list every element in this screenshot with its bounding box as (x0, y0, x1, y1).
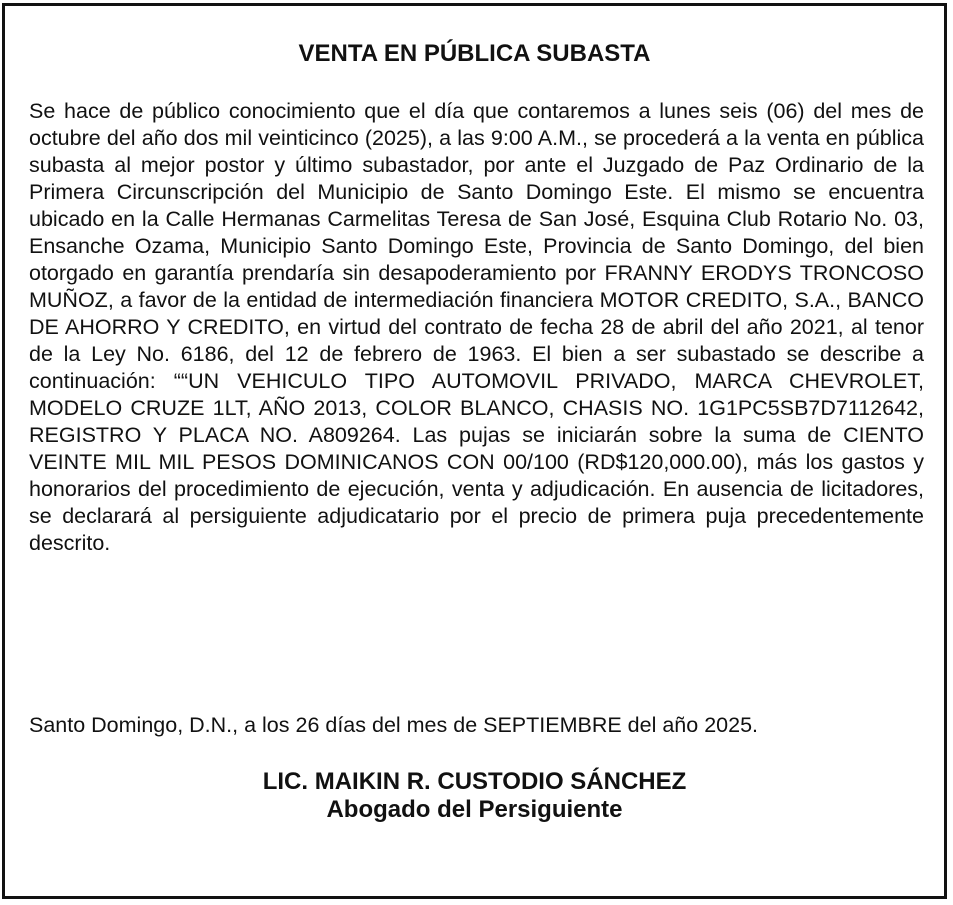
notice-date-line: Santo Domingo, D.N., a los 26 días del mes de SEPTIEMBRE del año 2025. (29, 713, 758, 737)
notice-body: Se hace de público conocimiento que el día que contaremos a lunes seis (06) del mes de octubre del año dos mil veinticinco (2025), a las 9:00 A.M., se procederá a la venta en pública subasta al mejor postor y último subastador, por ante el Juzgado de Paz Ordinario de la Primera Circunscripción del Municipio de Santo Domingo Este. El mismo se encuentra ubicado en la Calle Hermanas Carmelitas Teresa de San José, Esquina Club Rotario No. 03, Ensanche Ozama, Municipio Santo Domingo Este, Provincia de Santo Domingo, del bien otorgado en garantía prendaría sin desapoderamiento por FRANNY ERODYS TRONCOSO MUÑOZ, a favor de la entidad de intermediación financiera MOTOR CREDITO, S.A., BANCO DE AHORRO Y CREDITO, en virtud del contrato de fecha 28 de abril del año 2021, al tenor de la Ley No. 6186, del 12 de febrero de 1963. El bien a ser subastado se describe a continuación: ““UN VEHICULO TIPO AUTOMOVIL PRIVADO, MARCA CHEVROLET, MODELO CRUZE 1LT, AÑO 2013, COLOR BLANCO, CHASIS NO. 1G1PC5SB7D7112642, REGISTRO Y PLACA NO. A809264. Las pujas se iniciarán sobre la suma de CIENTO VEINTE MIL MIL PESOS DOMINICANOS CON 00/100 (RD$120,000.00), más los gastos y honorarios del procedimiento de ejecución, venta y adjudicación. En ausencia de licitadores, se declarará al persiguiente adjudicatario por el precio de primera puja precedentemente descrito. (29, 99, 924, 555)
signature-block (5, 768, 944, 824)
notice-title: VENTA EN PÚBLICA SUBASTA (298, 40, 651, 67)
auction-notice (2, 3, 947, 899)
signature-role: Abogado del Persiguiente (326, 796, 623, 823)
signature-name: LIC. MAIKIN R. CUSTODIO SÁNCHEZ (262, 768, 687, 795)
